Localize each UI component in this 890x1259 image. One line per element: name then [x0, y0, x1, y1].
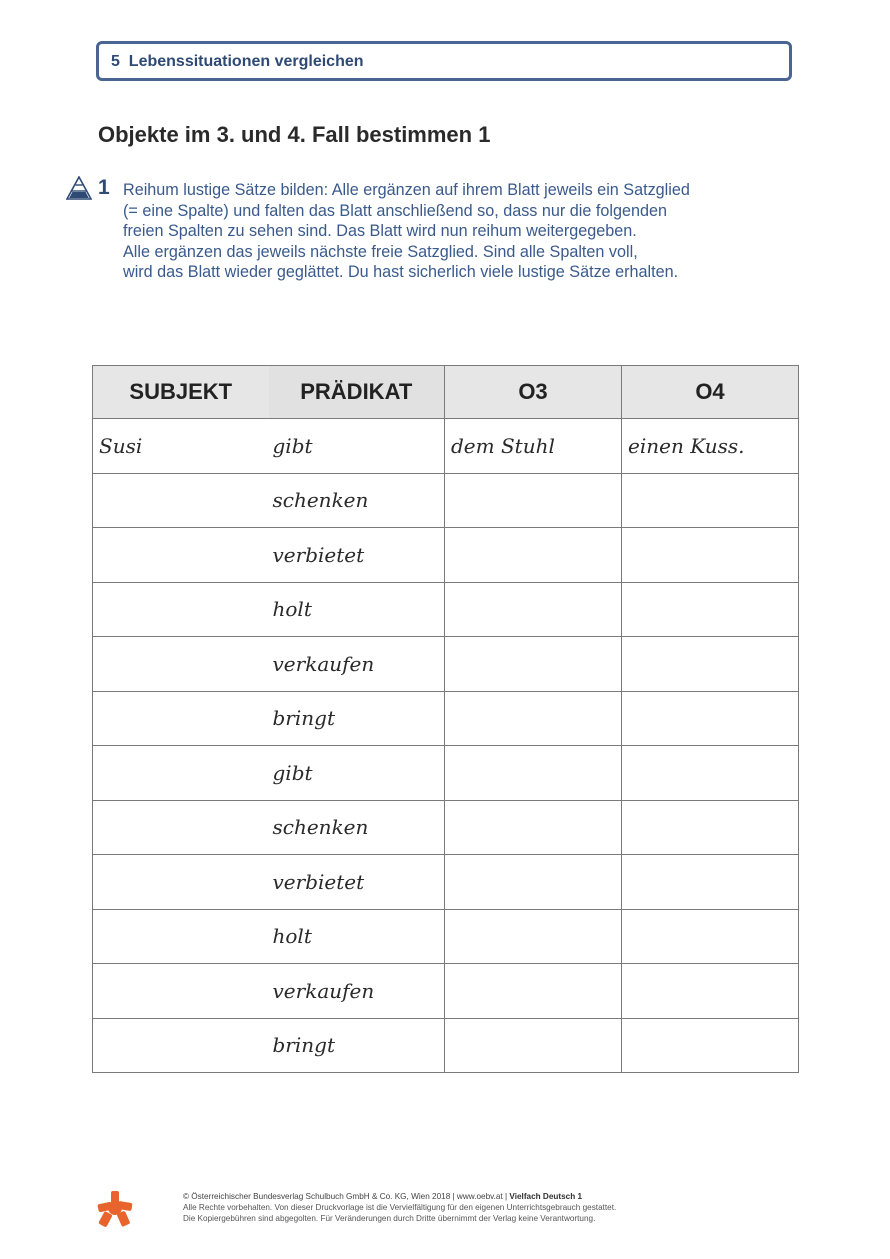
page-title: Objekte im 3. und 4. Fall bestimmen 1	[98, 122, 491, 147]
task-number: 1	[98, 176, 110, 199]
chapter-label	[111, 53, 364, 71]
footer-book-title: Vielfach Deutsch 1	[509, 1192, 583, 1201]
cell-subjekt[interactable]	[93, 746, 269, 801]
cell-praedikat[interactable]: bringt	[269, 1018, 445, 1073]
cell-subjekt[interactable]: Susi	[93, 419, 269, 474]
cell-praedikat[interactable]: verbietet	[269, 528, 445, 583]
cell-o3[interactable]	[445, 746, 622, 801]
cell-o3[interactable]	[445, 855, 622, 910]
table-row	[93, 419, 799, 474]
table-row	[93, 528, 799, 583]
footer-line-3: Die Kopiergebühren sind abgegolten. Für Veränderungen durch Dritte übernimmt der Verlag keine Verantwortung.	[183, 1213, 596, 1223]
cell-o4[interactable]	[622, 528, 799, 583]
cell-o3[interactable]	[445, 964, 622, 1019]
table-header-row	[93, 366, 799, 419]
task-line: (= eine Spalte) und falten das Blatt anschließend so, dass nur die folgenden	[123, 201, 667, 220]
table-row	[93, 800, 799, 855]
cell-o3[interactable]: dem Stuhl	[445, 419, 622, 474]
table-row	[93, 1018, 799, 1073]
cell-o3[interactable]	[445, 691, 622, 746]
cell-o3[interactable]	[445, 637, 622, 692]
cell-praedikat[interactable]: gibt	[269, 419, 445, 474]
table-row	[93, 473, 799, 528]
cell-o4[interactable]	[622, 582, 799, 637]
footer-copyright-prefix: © Österreichischer Bundesverlag Schulbuch GmbH & Co. KG, Wien 2018 | www.oebv.at |	[183, 1192, 510, 1201]
task-instructions	[123, 180, 783, 283]
cell-o4[interactable]	[622, 909, 799, 964]
oebv-asterisk-logo	[97, 1190, 133, 1228]
task-line: Alle ergänzen das jeweils nächste freie Satzglied. Sind alle Spalten voll,	[123, 242, 638, 261]
footer-copyright	[183, 1192, 783, 1224]
cell-praedikat[interactable]: bringt	[269, 691, 445, 746]
header-praedikat: PRÄDIKAT	[269, 366, 445, 419]
difficulty-triangle-icon	[66, 176, 92, 200]
footer-line-1	[183, 1192, 783, 1203]
cell-o4[interactable]	[622, 691, 799, 746]
table-row	[93, 637, 799, 692]
cell-o3[interactable]	[445, 909, 622, 964]
table-row	[93, 691, 799, 746]
cell-subjekt[interactable]	[93, 800, 269, 855]
footer-line-2: Alle Rechte vorbehalten. Von dieser Druckvorlage ist die Vervielfältigung für den eigenen Unterrichtsgebrauch gestattet.	[183, 1202, 617, 1212]
cell-praedikat[interactable]: verkaufen	[269, 964, 445, 1019]
chapter-title: Lebenssituationen vergleichen	[128, 53, 364, 70]
cell-subjekt[interactable]	[93, 473, 269, 528]
cell-o3[interactable]	[445, 528, 622, 583]
cell-o3[interactable]	[445, 582, 622, 637]
cell-o4[interactable]	[622, 473, 799, 528]
cell-subjekt[interactable]	[93, 528, 269, 583]
cell-o3[interactable]	[445, 473, 622, 528]
cell-o4[interactable]	[622, 746, 799, 801]
header-o3: O3	[445, 366, 622, 419]
chapter-number: 5	[111, 53, 120, 70]
cell-o3[interactable]	[445, 800, 622, 855]
cell-o3[interactable]	[445, 1018, 622, 1073]
header-subjekt: SUBJEKT	[93, 366, 269, 419]
table-row	[93, 855, 799, 910]
cell-o4[interactable]: einen Kuss.	[622, 419, 799, 474]
table-row	[93, 582, 799, 637]
cell-o4[interactable]	[622, 855, 799, 910]
header-o4: O4	[622, 366, 799, 419]
cell-subjekt[interactable]	[93, 1018, 269, 1073]
task-line: freien Spalten zu sehen sind. Das Blatt wird nun reihum weitergegeben.	[123, 222, 637, 240]
task-line: Reihum lustige Sätze bilden: Alle ergänzen auf ihrem Blatt jeweils ein Satzglied	[123, 181, 690, 199]
chapter-banner	[96, 41, 792, 81]
cell-o4[interactable]	[622, 637, 799, 692]
cell-subjekt[interactable]	[93, 909, 269, 964]
table-row	[93, 909, 799, 964]
cell-o4[interactable]	[622, 1018, 799, 1073]
cell-praedikat[interactable]: verkaufen	[269, 637, 445, 692]
cell-o4[interactable]	[622, 800, 799, 855]
cell-praedikat[interactable]: schenken	[269, 473, 445, 528]
cell-praedikat[interactable]: verbietet	[269, 855, 445, 910]
cell-praedikat[interactable]: gibt	[269, 746, 445, 801]
cell-praedikat[interactable]: schenken	[269, 800, 445, 855]
cell-subjekt[interactable]	[93, 637, 269, 692]
cell-praedikat[interactable]: holt	[269, 909, 445, 964]
cell-subjekt[interactable]	[93, 691, 269, 746]
cell-praedikat[interactable]: holt	[269, 582, 445, 637]
cell-subjekt[interactable]	[93, 855, 269, 910]
sentence-table	[92, 365, 799, 1073]
cell-subjekt[interactable]	[93, 582, 269, 637]
task-line: wird das Blatt wieder geglättet. Du hast sicherlich viele lustige Sätze erhalten.	[123, 263, 679, 281]
cell-o4[interactable]	[622, 964, 799, 1019]
table-row	[93, 964, 799, 1019]
cell-subjekt[interactable]	[93, 964, 269, 1019]
table-row	[93, 746, 799, 801]
